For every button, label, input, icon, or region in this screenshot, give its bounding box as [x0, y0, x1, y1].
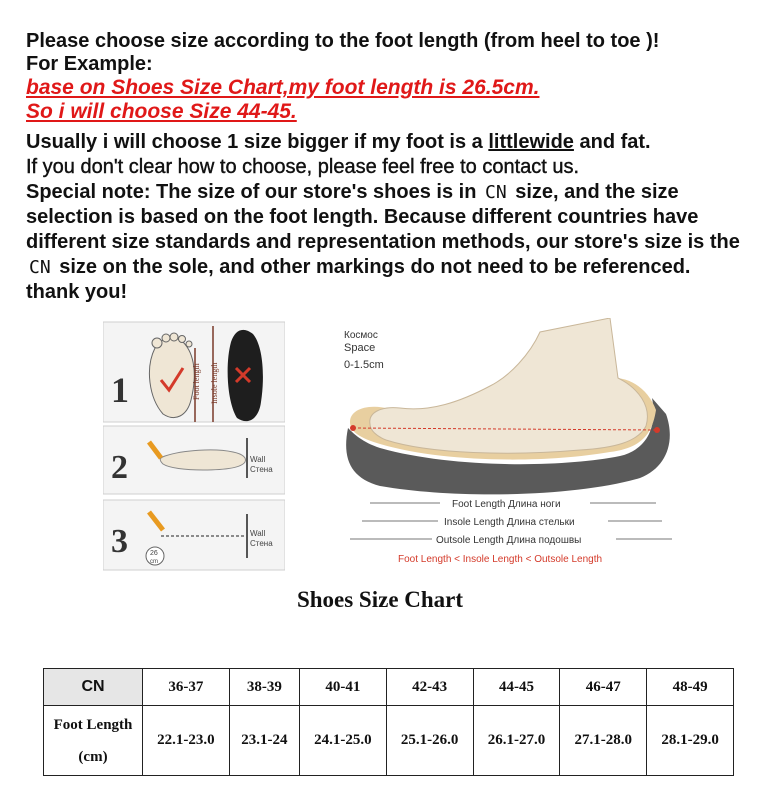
- wall-label-en: Wall: [250, 529, 266, 538]
- wall-label-en: Wall: [250, 455, 266, 464]
- insole-length-label: Insole length: [210, 362, 219, 404]
- size-cell: 40-41: [299, 669, 386, 706]
- size-cell: 44-45: [473, 669, 560, 706]
- foot-length-legend: Foot Length Длина ноги: [452, 499, 561, 510]
- step-2-number: 2: [111, 449, 128, 486]
- size-cell: 38-39: [229, 669, 299, 706]
- shoe-length-diagram: [340, 318, 680, 571]
- space-label-en: Space: [344, 342, 376, 354]
- special-note-part-2: size, and the size selection is based on the foot length. Because different countries have different size standards and representation methods, our store's size is the: [26, 181, 740, 253]
- outsole-length-legend: Outsole Length Длина подошвы: [436, 535, 582, 546]
- size-cell: 46-47: [560, 669, 647, 706]
- length-cell: 25.1-26.0: [386, 706, 473, 776]
- contact-note: If you don't clear how to choose, please feel free to contact us.: [26, 156, 580, 178]
- sizing-tip-start: Usually i will choose 1 size bigger if my foot is a: [26, 131, 489, 153]
- foot-length-row: [44, 706, 734, 776]
- foot-length-label: Foot length: [192, 363, 201, 400]
- foot-length-header: [44, 706, 143, 776]
- size-chart-table: [43, 668, 734, 776]
- instruction-heading: Please choose size according to the foot length (from heel to toe )!: [26, 30, 660, 52]
- insole-length-legend: Insole Length Длина стельки: [444, 517, 575, 528]
- length-cell: 26.1-27.0: [473, 706, 560, 776]
- example-label: For Example:: [26, 53, 153, 75]
- size-chart-title: Shoes Size Chart: [296, 587, 464, 612]
- shoe-length-graphic: [340, 318, 680, 571]
- sizing-tip: [26, 130, 746, 155]
- cn-header: CN: [44, 669, 143, 706]
- special-note: [26, 180, 746, 305]
- sizing-tip-underlined: littlewide: [488, 131, 574, 153]
- space-label-ru: Космос: [344, 330, 378, 341]
- foot-shape: [370, 318, 648, 453]
- space-range: 0-1.5cm: [344, 359, 384, 371]
- length-cell: 24.1-25.0: [299, 706, 386, 776]
- example-line-2: So i will choose Size 44-45.: [26, 100, 297, 123]
- length-cell: 28.1-29.0: [647, 706, 734, 776]
- special-note-part-1: Special note: The size of our store's shoes is in: [26, 181, 477, 203]
- intro-section: [26, 30, 746, 124]
- length-comparison: Foot Length < Insole Length < Outsole Length: [398, 554, 603, 565]
- cn-size-row: [44, 669, 734, 706]
- foot-length-header-unit: (cm): [78, 748, 108, 765]
- length-cell: 27.1-28.0: [560, 706, 647, 776]
- size-cell: 48-49: [647, 669, 734, 706]
- size-cell: 36-37: [143, 669, 230, 706]
- example-line-1: base on Shoes Size Chart,my foot length is 26.5cm.: [26, 76, 540, 99]
- cn-mark: CN: [484, 182, 507, 203]
- step-1-number: 1: [111, 370, 129, 410]
- foot-measure-diagram: [103, 318, 285, 571]
- wall-label-ru: Стена: [250, 465, 273, 474]
- foot-length-header-title: Foot Length: [53, 716, 133, 733]
- cn-mark: CN: [29, 257, 51, 278]
- special-note-part-3: size on the sole, and other markings do not need to be referenced. thank you!: [26, 256, 691, 303]
- ruler-unit: cm: [150, 559, 158, 565]
- foot-measure-graphic: [103, 318, 285, 571]
- length-cell: 22.1-23.0: [143, 706, 230, 776]
- step-3-number: 3: [111, 523, 128, 560]
- wall-label-ru: Стена: [250, 539, 273, 548]
- ruler-value: 26: [150, 550, 158, 557]
- info-section: [26, 130, 746, 305]
- size-cell: 42-43: [386, 669, 473, 706]
- length-cell: 23.1-24: [229, 706, 299, 776]
- sizing-tip-end: and fat.: [573, 131, 651, 153]
